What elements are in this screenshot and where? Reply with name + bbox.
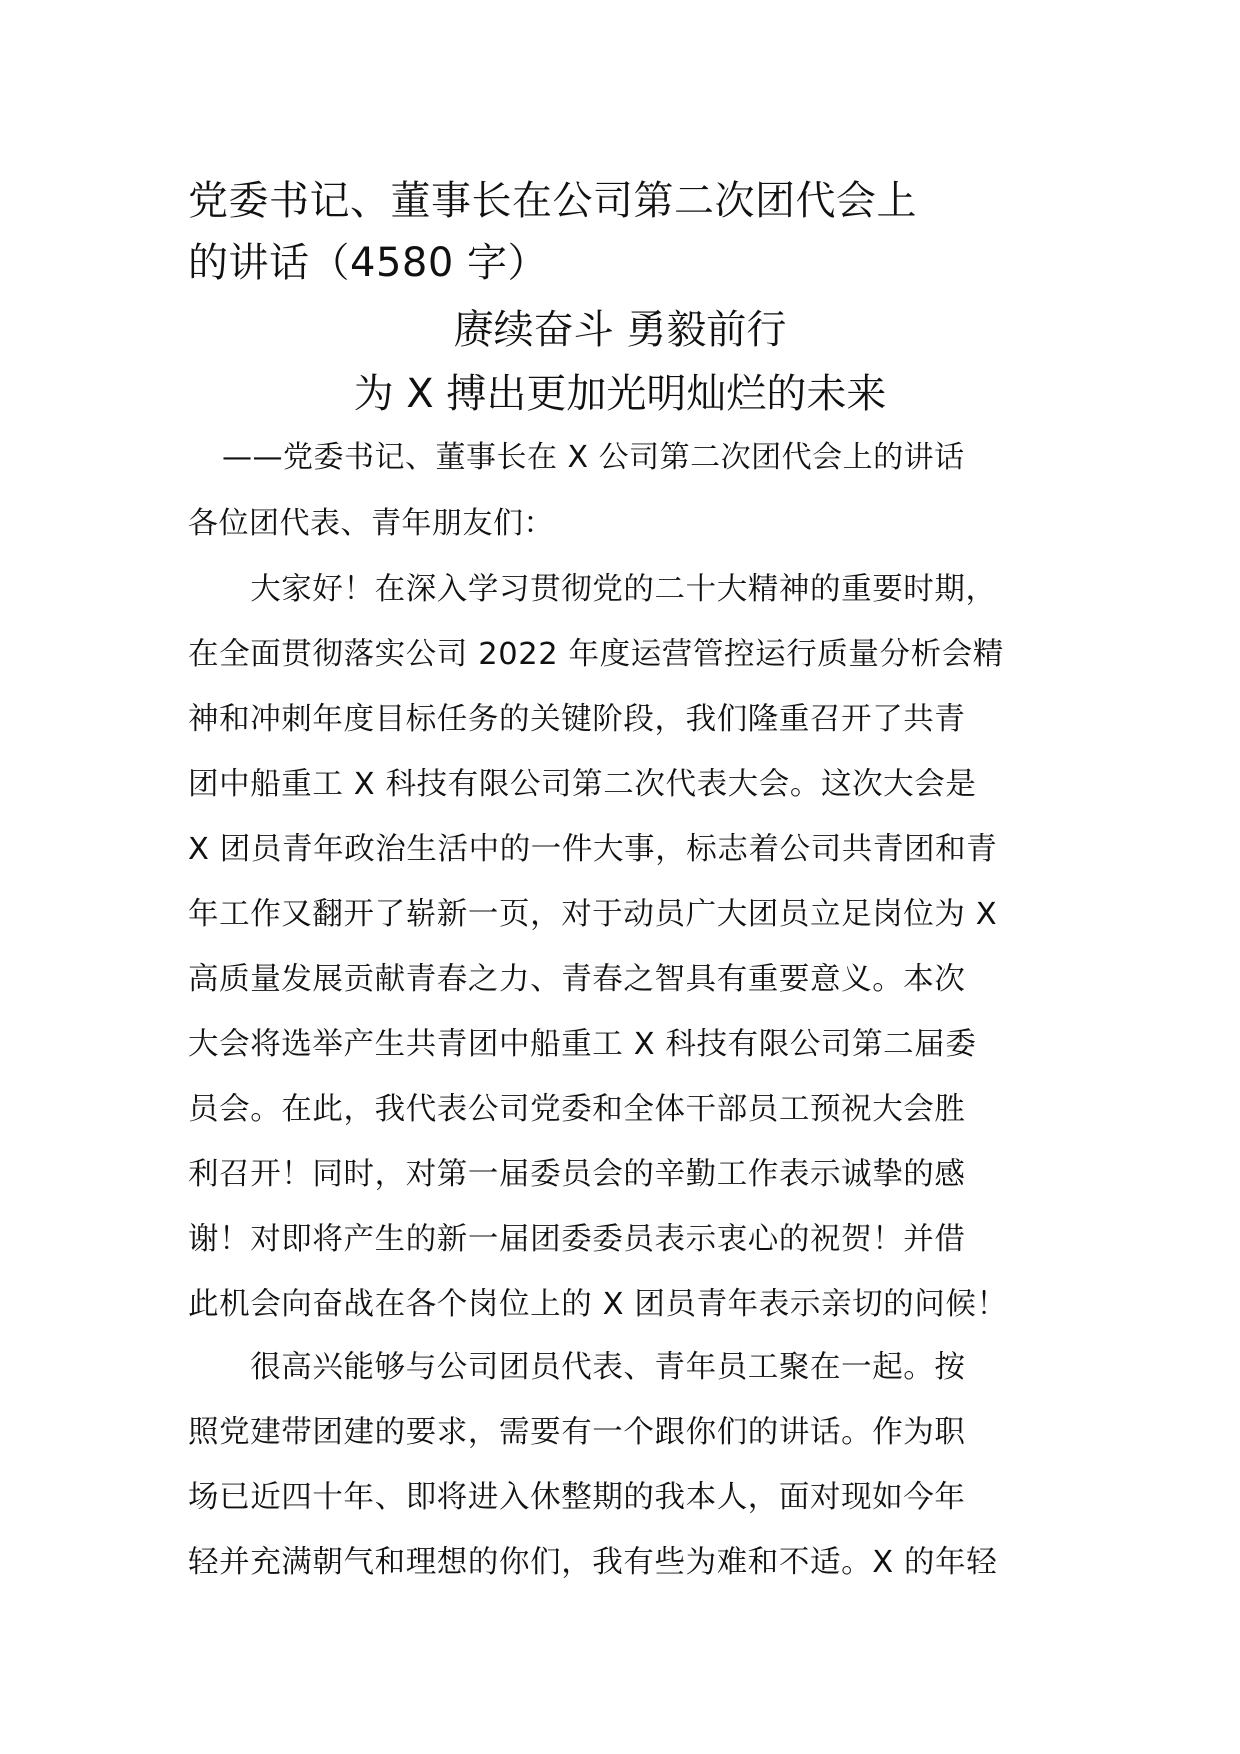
body-paragraph-1 <box>188 557 1068 1337</box>
paragraph-line: 场已近四十年、即将进入休整期的我本人，面对现如今年 <box>188 1480 966 1515</box>
paragraph-line: 大会将选举产生共青团中船重工 X 科技有限公司第二届委 <box>188 1027 977 1062</box>
speech-subtitle-line-2: 为 X 搏出更加光明灿烂的未来 <box>353 371 887 417</box>
paragraph-line: 神和冲刺年度目标任务的关键阶段，我们隆重召开了共青 <box>188 702 966 737</box>
salutation: 各位团代表、青年朋友们： <box>188 506 554 541</box>
paragraph-line: 此机会向奋战在各个岗位上的 X 团员青年表示亲切的问候！ <box>188 1287 1008 1322</box>
speaker-byline: ——党委书记、董事长在 X 公司第二次团代会上的讲话 <box>222 440 965 475</box>
paragraph-line: 团中船重工 X 科技有限公司第二次代表大会。这次大会是 <box>188 767 977 802</box>
paragraph-line: 谢！对即将产生的新一届团委委员表示衷心的祝贺！并借 <box>188 1222 966 1257</box>
paragraph-line: 大家好！在深入学习贯彻党的二十大精神的重要时期， <box>188 572 997 607</box>
paragraph-line: 员会。在此，我代表公司党委和全体干部员工预祝大会胜 <box>188 1092 966 1127</box>
paragraph-line: X 团员青年政治生活中的一件大事，标志着公司共青团和青 <box>188 832 998 867</box>
title-line: 党委书记、董事长在公司第二次团代会上 <box>188 178 917 224</box>
paragraph-line: 高质量发展贡献青春之力、青春之智具有重要意义。本次 <box>188 962 966 997</box>
paragraph-line: 照党建带团建的要求，需要有一个跟你们的讲话。作为职 <box>188 1415 966 1450</box>
document-title <box>188 170 1068 294</box>
paragraph-line: 轻并充满朝气和理想的你们，我有些为难和不适。X 的年轻 <box>188 1545 998 1580</box>
paragraph-line: 很高兴能够与公司团员代表、青年员工聚在一起。按 <box>188 1350 966 1385</box>
paragraph-line: 年工作又翻开了崭新一页，对于动员广大团员立足岗位为 X <box>188 897 998 932</box>
title-line: 的讲话（4580 字） <box>188 240 549 286</box>
paragraph-line: 利召开！同时，对第一届委员会的辛勤工作表示诚挚的感 <box>188 1157 966 1192</box>
body-paragraph-2 <box>188 1335 1068 1595</box>
paragraph-line: 在全面贯彻落实公司 2022 年度运营管控运行质量分析会精 <box>188 637 1004 672</box>
speech-subtitle-line-1: 赓续奋斗 勇毅前行 <box>453 307 787 353</box>
